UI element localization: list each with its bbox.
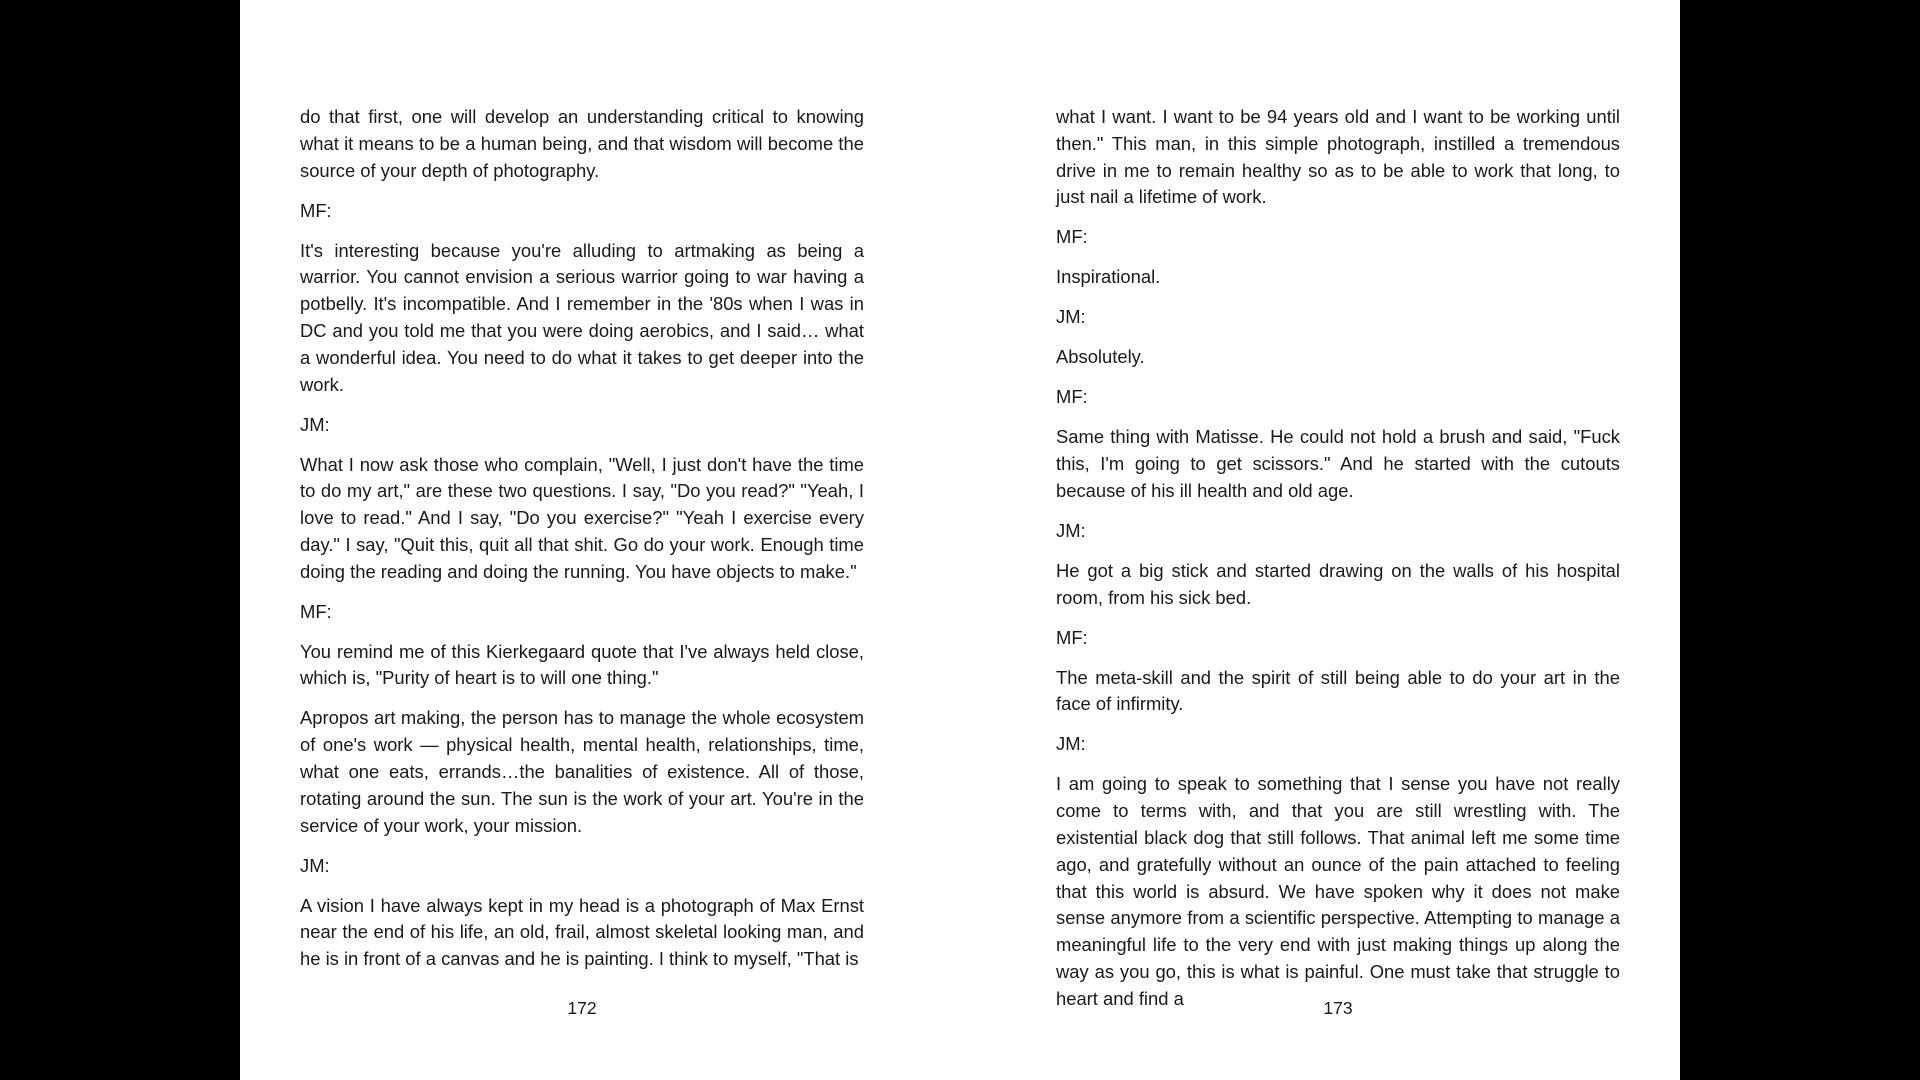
paragraph: do that first, one will develop an understanding critical to knowing what it means to be a human being, and that wisdom will become the source of your depth of photography.	[300, 106, 864, 181]
speaker-label: JM:	[1056, 306, 1086, 328]
paragraph: He got a big stick and started drawing on the walls of his hospital room, from his sick bed.	[1056, 559, 1620, 608]
speaker-label: MF:	[300, 600, 332, 622]
paragraph: What I now ask those who complain, "Well, I just don't have the time to do my art," are these two questions. I say, "Do you read?" "Yeah, I love to read." And I say, "Do you exercise?" "Yeah I exercise every day." I say, "Quit this, quit all that shit. Go do your work. Enough time doing the reading and doing the running. You have objects to make."	[300, 453, 864, 582]
paragraph: The meta-skill and the spirit of still being able to do your art in the face of infirmity.	[1056, 666, 1620, 715]
paragraph: It's interesting because you're alluding to artmaking as being a warrior. You cannot envision a serious warrior going to war having a potbelly. It's incompatible. And I remember in the '80s when I was in DC and you told me that you were doing aerobics, and I said… what a wonderful idea. You need to do what it takes to get deeper into the work.	[300, 239, 864, 395]
paragraph: You remind me of this Kierkegaard quote that I've always held close, which is, "Purity of heart is to will one thing."	[300, 640, 864, 689]
speaker-label: JM:	[300, 854, 330, 876]
speaker-label: JM:	[1056, 519, 1086, 541]
paragraph: what I want. I want to be 94 years old and I want to be working until then." This man, in this simple photograph, instilled a tremendous drive in me to remain healthy so as to be able to work that long, to just nail a lifetime of work.	[1056, 106, 1620, 208]
speaker-label: MF:	[1056, 226, 1088, 248]
book-spread	[240, 0, 1680, 1080]
speaker-label: JM:	[1056, 733, 1086, 755]
left-page	[300, 104, 864, 984]
speaker-label: MF:	[1056, 386, 1088, 408]
page-number-right: 173	[1323, 998, 1353, 1018]
speaker-label: MF:	[300, 199, 332, 221]
paragraph: A vision I have always kept in my head is a photograph of Max Ernst near the end of his life, an old, frail, almost skeletal looking man, and he is in front of a canvas and he is painting. I think to myself, "That is	[300, 894, 864, 970]
paragraph: Absolutely.	[1056, 346, 1145, 368]
paragraph: Apropos art making, the person has to manage the whole ecosystem of one's work — physical health, mental health, relationships, time, what one eats, errands…the banalities of existence. All of those, rotating around the sun. The sun is the work of your art. You're in the service of your work, your mission.	[300, 707, 864, 836]
paragraph: Inspirational.	[1056, 266, 1161, 288]
paragraph: Same thing with Matisse. He could not hold a brush and said, "Fuck this, I'm going to get scissors." And he started with the cutouts because of his ill health and old age.	[1056, 426, 1620, 501]
page-number-left: 172	[567, 998, 597, 1018]
paragraph: I am going to speak to something that I sense you have not really come to terms with, and that you are still wrestling with. The existential black dog that still follows. That animal left me some time ago, and gratefully without an ounce of the pain attached to feeling that this world is absurd. We have spoken why it does not make sense anymore from a scientific perspective. Attempting to manage a meaningful life to the very end with just making things up along the way as you go, this is what is painful. One must take that struggle to heart and find a	[1056, 773, 1620, 1009]
speaker-label: JM:	[300, 413, 330, 435]
speaker-label: MF:	[1056, 626, 1088, 648]
